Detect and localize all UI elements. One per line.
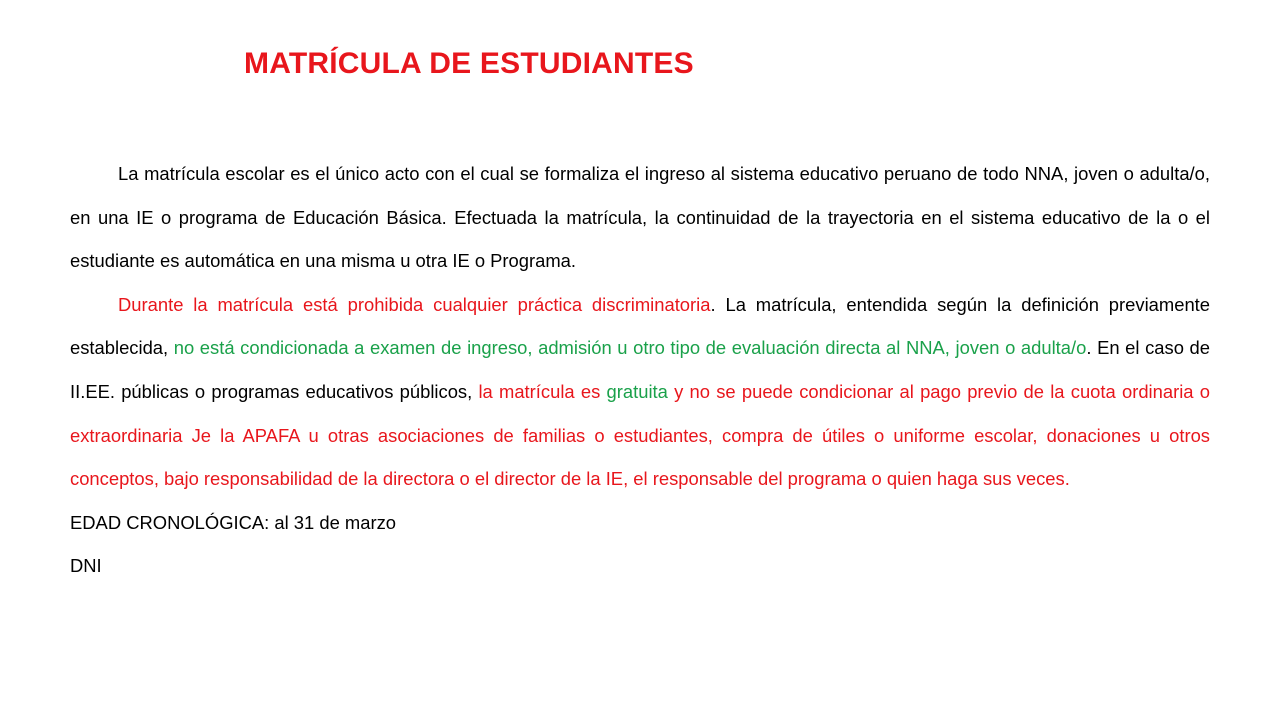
text-segment: . En el caso de II.EE. públicas o programas educativos públicos, xyxy=(70,337,1210,402)
text-free-enrollment-rest: y no se puede condicionar al pago previo de la cuota ordinaria o extraordinaria Je la APAFA u otras asociaciones de familias o estudiantes, compra de útiles o uniforme escolar, donaciones u otros conceptos, bajo responsabilidad de la directora o el director de la IE, el responsable del programa o quien haga sus veces. xyxy=(70,380,1210,490)
text-free-enrollment-start: la matrícula es xyxy=(478,380,607,402)
text-no-conditions: no está condicionada a examen de ingreso, admisión u otro tipo de evaluación directa al NNA, joven o adulta/o xyxy=(173,337,1087,359)
paragraph-matricula-conditions xyxy=(70,283,1210,501)
line-dni: DNI xyxy=(70,555,102,577)
text-segment: . La matrícula, entendida según la definición previamente establecida, xyxy=(70,293,1211,359)
text-prohibited-discrimination: Durante la matrícula está prohibida cualquier práctica discriminatoria xyxy=(118,293,711,315)
slide-body xyxy=(70,152,1210,588)
line-edad-cronologica: EDAD CRONOLÓGICA: al 31 de marzo xyxy=(70,511,397,533)
slide-title: MATRÍCULA DE ESTUDIANTES xyxy=(244,47,694,80)
text-gratuita: gratuita xyxy=(606,380,668,402)
paragraph-matricula-definition: La matrícula escolar es el único acto con el cual se formaliza el ingreso al sistema educativo peruano de todo NNA, joven o adulta/o, en una IE o programa de Educación Básica. Efectuada la matrícula, la continuidad de la trayectoria en el sistema educativo de la o el estudiante es automática en una misma u otra IE o Programa. xyxy=(70,163,1210,272)
